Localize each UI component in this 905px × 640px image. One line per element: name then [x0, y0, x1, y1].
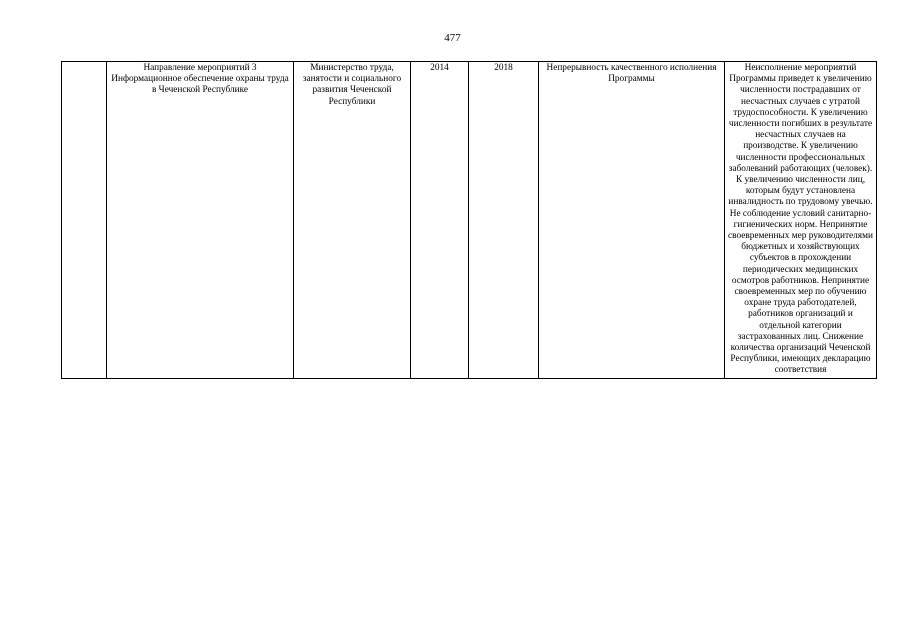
responsible-executor-cell: Министерство труда, занятости и социального развития Чеченской Республики: [294, 62, 411, 379]
row-number-cell: [62, 62, 107, 379]
activity-direction-cell: Направление мероприятий 3 Информационное обеспечение охраны труда в Чеченской Республике: [107, 62, 294, 379]
page-number: 477: [444, 32, 461, 44]
start-year-cell: 2014: [411, 62, 469, 379]
program-table: [61, 61, 877, 379]
end-year-cell: 2018: [469, 62, 539, 379]
table-row: [62, 62, 877, 379]
consequences-cell: Неисполнение мероприятий Программы приведет к увеличению численности пострадавших от несчастных случаев с утратой трудоспособности. К увеличению численности погибших в результате несчастных случаев на производстве. К увеличению численности профессиональных заболеваний работающих (человек). К увеличению численности лиц, которым будут установлена инвалидность по трудовому увечью. Не соблюдение условий санитарно-гигиенических норм. Непринятие своевременных мер руководителями бюджетных и хозяйствующих субъектов в прохождении периодических медицинских осмотров работников. Непринятие своевременных мер по обучению охране труда работодателей, работников организаций и отдельной категории застрахованных лиц. Снижение количества организаций Чеченской Республики, имеющих декларацию соответствия: [725, 62, 877, 379]
expected-result-cell: Непрерывность качественного исполнения Программы: [539, 62, 725, 379]
